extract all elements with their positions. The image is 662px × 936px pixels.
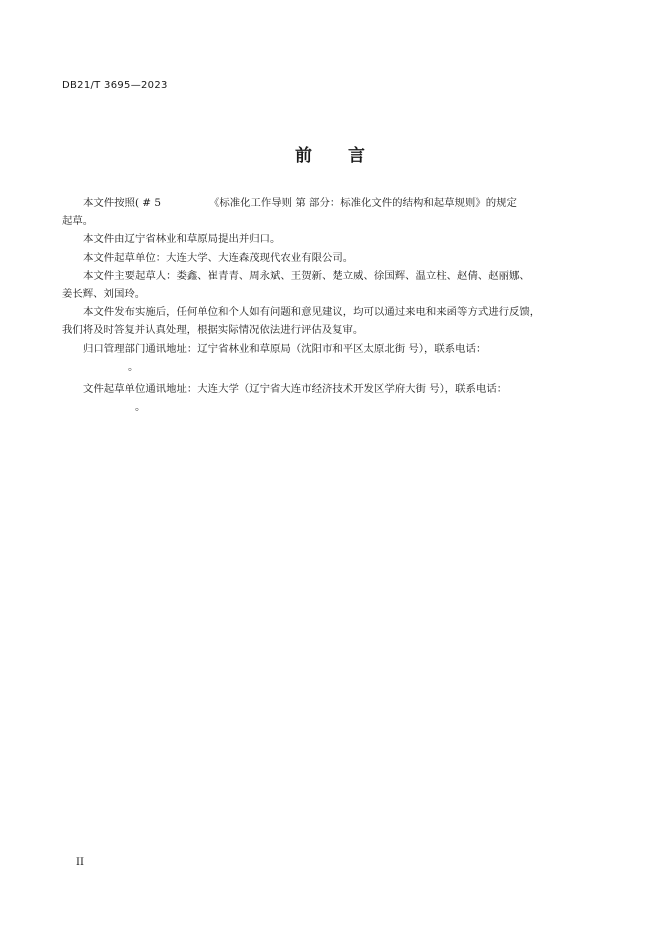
paragraph-proposer [62, 230, 582, 248]
paragraph-line: 归口管理部门通讯地址：辽宁省林业和草原局（沈阳市和平区太原北街 号），联系电话： [83, 342, 487, 355]
title-char-2: 言 [348, 146, 367, 166]
standard-reference: 本文件按照( # 5 [83, 197, 161, 209]
paragraph-line: 本文件主要起草人：娄鑫、崔青青、周永斌、王贺新、楚立威、徐国辉、温立柱、赵倩、赵丽娜、 [83, 269, 530, 282]
standard-title: 《标准化工作导则 第 部分：标准化文件的结构和起草规则》的规定 [208, 197, 517, 209]
paragraph-line: 文件起草单位通讯地址：大连大学（辽宁省大连市经济技术开发区学府大街 号），联系电话： [83, 383, 508, 396]
paragraph-drafting-address [62, 380, 582, 416]
paragraph-line: 我们将及时答复并认真处理，根据实际情况依法进行评估及复审。 [62, 324, 364, 337]
paragraph-line: 本文件由辽宁省林业和草原局提出并归口。 [83, 233, 281, 246]
paragraph-management-address [62, 340, 582, 376]
paragraph-drafting-basis [62, 194, 582, 230]
page-number: II [76, 857, 84, 868]
paragraph-line: 本文件起草单位：大连大学、大连森茂现代农业有限公司。 [83, 251, 354, 264]
paragraph-feedback [62, 303, 582, 339]
title-char-1: 前 [295, 146, 314, 166]
paragraph-line: 。 [135, 401, 146, 414]
section-title [0, 141, 662, 166]
paragraph-drafters [62, 267, 582, 303]
paragraph-drafting-units [62, 249, 582, 267]
paragraph-line [62, 194, 582, 212]
paragraph-line: 本文件发布实施后，任何单位和个人如有问题和意见建议，均可以通过来电和来函等方式进行反馈， [83, 306, 541, 319]
paragraph-line: 起草。 [62, 215, 94, 228]
foreword-body [62, 194, 582, 416]
paragraph-line: 姜长辉、刘国玲。 [62, 288, 146, 301]
paragraph-line: 。 [128, 360, 139, 373]
document-code: DB21/T 3695—2023 [62, 80, 168, 91]
